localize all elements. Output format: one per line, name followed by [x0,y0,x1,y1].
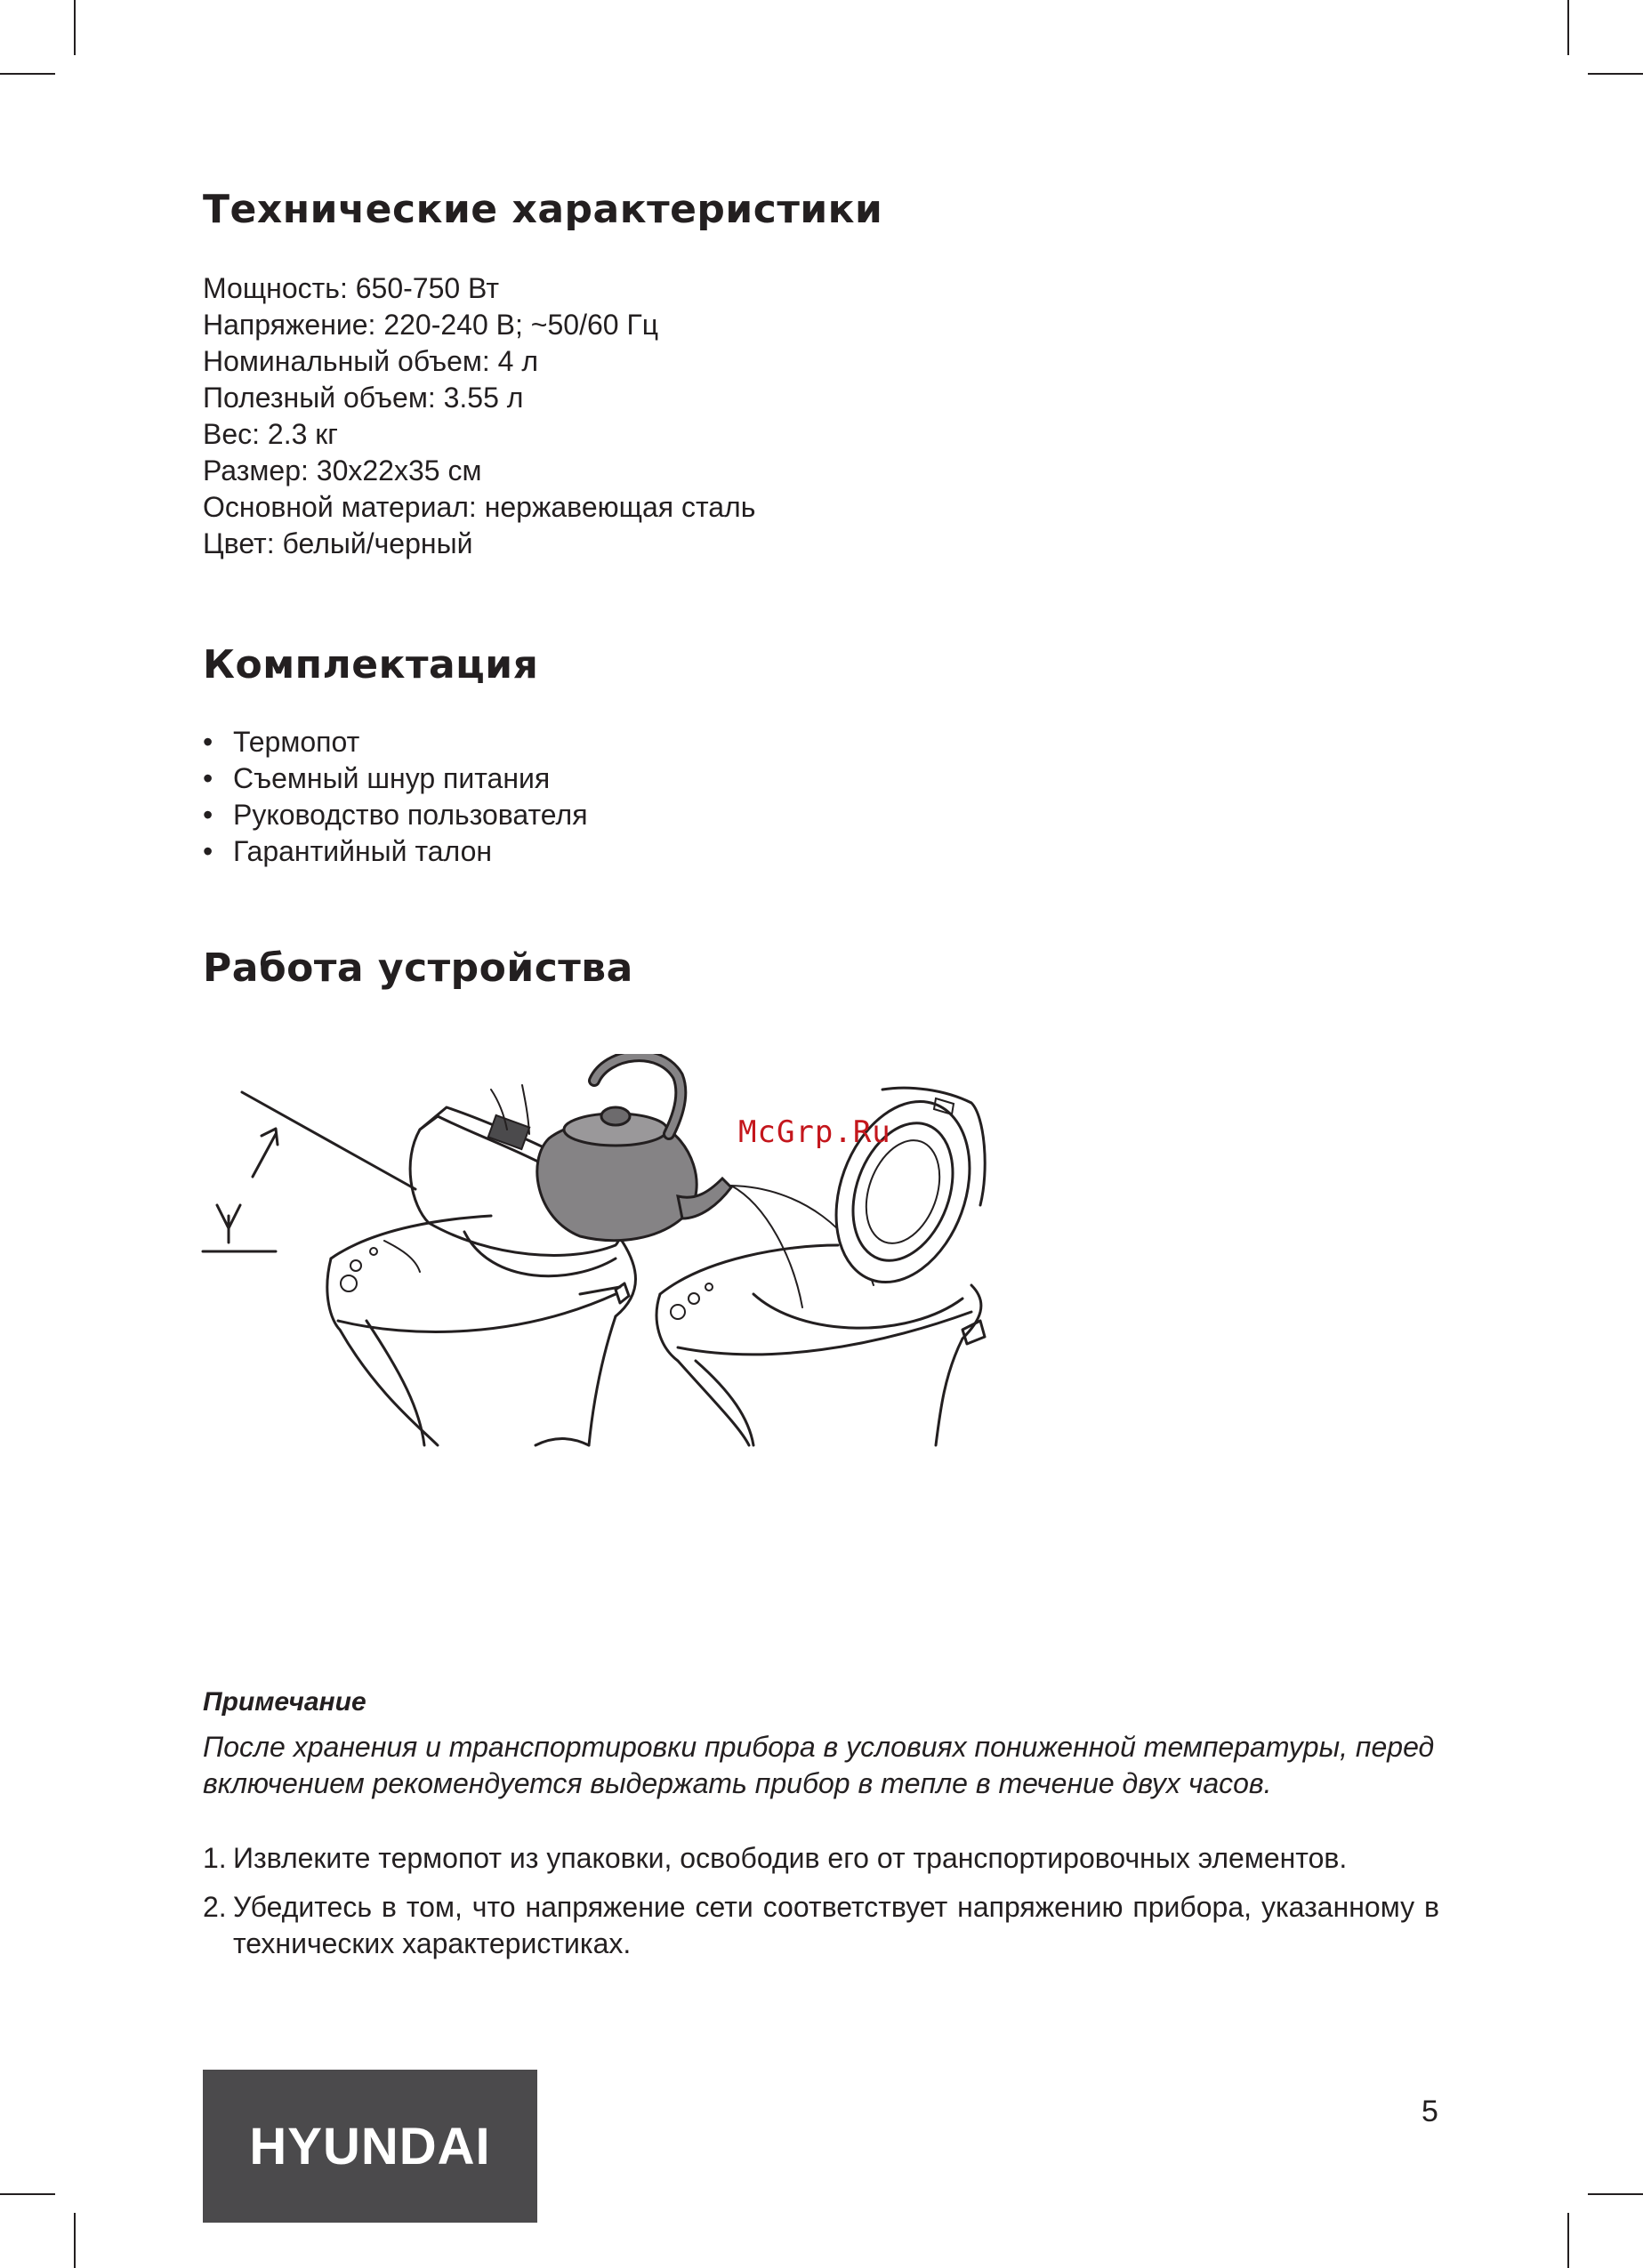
bullet-icon: • [203,726,213,758]
spec-item: Цвет: белый/черный [203,527,473,559]
bullet-icon: • [203,762,213,794]
spec-item: Размер: 30x22x35 см [203,454,482,487]
package-item [203,797,588,833]
step-text: Извлеките термопот из упаковки, освободив его от транспортировочных элементов. [233,1842,1348,1874]
crop-mark [1567,0,1569,55]
bullet-icon: • [203,799,213,831]
spec-item: Основной материал: нержавеющая сталь [203,491,756,523]
crop-mark [1567,2213,1569,2268]
package-item [203,724,588,760]
package-item-label: Руководство пользователя [233,799,588,831]
spec-item: Полезный объем: 3.55 л [203,382,524,414]
spec-item: Напряжение: 220-240 В; ~50/60 Гц [203,309,659,341]
package-item [203,760,588,797]
crop-mark [1588,73,1643,75]
note-text: После хранения и транспортировки прибора в условиях пониженной температуры, перед включением рекомендуется выдержать прибор в тепле в течение двух часов. [203,1731,1435,1799]
package-item-label: Термопот [233,726,360,758]
step-number: 2. [203,1891,227,1923]
page-number: 5 [1422,2095,1438,2128]
package-item-label: Съемный шнур питания [233,762,551,794]
bullet-icon: • [203,835,213,867]
note-title: Примечание [203,1687,366,1717]
watermark: McGrp.Ru [738,1114,891,1150]
crop-mark [0,2193,55,2195]
spec-item: Вес: 2.3 кг [203,418,338,450]
crop-mark [74,2213,76,2268]
specs-heading: Технические характеристики [203,187,883,232]
brand-logo-text: HYUNDAI [249,2117,491,2176]
spec-item: Номинальный объем: 4 л [203,345,539,377]
step-item [203,1889,1439,1962]
brand-logo [203,2070,537,2223]
spec-item: Мощность: 650-750 Вт [203,272,499,304]
specs-list [203,270,755,562]
operation-heading: Работа устройства [203,945,633,991]
step-text: Убедитесь в том, что напряжение сети соответствует напряжению прибора, указанному в технических характеристиках. [233,1891,1439,1959]
package-item [203,833,588,870]
step-number: 1. [203,1842,227,1874]
package-item-label: Гарантийный талон [233,835,493,867]
crop-mark [74,0,76,55]
steps-list [203,1840,1439,1974]
crop-mark [1588,2193,1643,2195]
step-item [203,1840,1439,1877]
package-list [203,724,588,870]
crop-mark [0,73,55,75]
package-heading: Комплектация [203,642,539,688]
